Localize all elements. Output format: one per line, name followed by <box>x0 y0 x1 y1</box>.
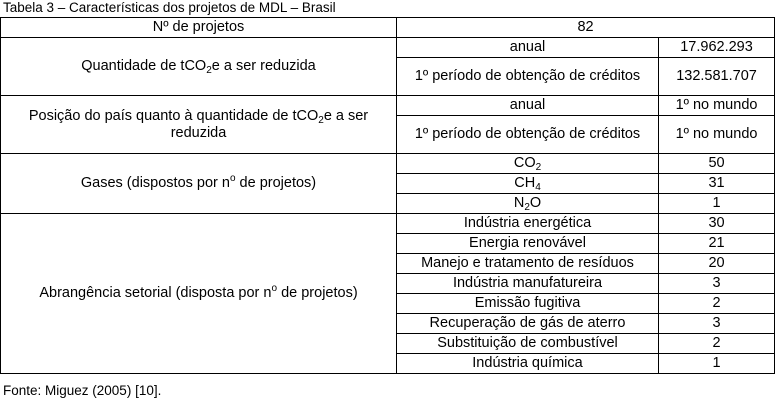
sector-value-2: 20 <box>659 254 775 274</box>
sector-value-3: 3 <box>659 274 775 294</box>
quantidade-label <box>1 38 397 96</box>
sector-value-5: 3 <box>659 314 775 334</box>
quantidade-period-1: 1º período de obtenção de créditos <box>397 58 659 96</box>
gas-value-0: 50 <box>659 154 775 174</box>
posicao-period-1: 1º período de obtenção de créditos <box>397 116 659 154</box>
posicao-label-sub: 2 <box>318 114 324 126</box>
quantidade-value-0: 17.962.293 <box>659 38 775 58</box>
gas-name-2-pre: N <box>513 195 525 211</box>
sector-name-2: Manejo e tratamento de resíduos <box>397 254 659 274</box>
sector-value-0: 30 <box>659 214 775 234</box>
gas-name-2-post: O <box>529 195 542 211</box>
posicao-value-1: 1º no mundo <box>659 116 775 154</box>
gases-label-pre: Gases (dispostos por n <box>80 175 230 191</box>
gas-name-0 <box>397 154 659 174</box>
header-value: 82 <box>397 18 775 38</box>
gas-name-2 <box>397 194 659 214</box>
sector-value-6: 2 <box>659 334 775 354</box>
sector-value-4: 2 <box>659 294 775 314</box>
table-row <box>1 214 775 234</box>
posicao-label <box>1 96 397 154</box>
table-row <box>1 38 775 58</box>
sector-name-3: Indústria manufatureira <box>397 274 659 294</box>
quantidade-label-post: e a ser reduzida <box>211 58 316 74</box>
quantidade-label-sub: 2 <box>206 65 212 76</box>
table-row-header <box>1 18 775 38</box>
table-source: Fonte: Miguez (2005) [10]. <box>3 383 162 398</box>
posicao-value-0: 1º no mundo <box>659 96 775 116</box>
gas-name-1 <box>397 174 659 194</box>
abrangencia-label-pre: Abrangência setorial (disposta por n <box>39 285 272 301</box>
abrangencia-label <box>1 214 397 374</box>
gas-name-2-sub: 2 <box>524 202 530 213</box>
posicao-period-0: anual <box>397 96 659 116</box>
posicao-label-pre: Posição do país quanto à quantidade de tCO <box>28 107 319 124</box>
quantidade-period-0: anual <box>397 38 659 58</box>
gas-name-1-sub: 4 <box>535 182 541 193</box>
gas-value-2: 1 <box>659 194 775 214</box>
sector-value-1: 21 <box>659 234 775 254</box>
quantidade-value-1: 132.581.707 <box>659 58 775 96</box>
gas-name-1-pre: CH <box>514 175 536 191</box>
gases-label-sup: o <box>229 173 236 184</box>
sector-name-1: Energia renovável <box>397 234 659 254</box>
quantidade-label-pre: Quantidade de tCO <box>81 58 207 74</box>
sector-name-5: Recuperação de gás de aterro <box>397 314 659 334</box>
posicao-label-post: e a ser reduzida <box>170 107 369 141</box>
table-row <box>1 154 775 174</box>
abrangencia-label-sup: o <box>271 283 278 294</box>
abrangencia-label-post: de projetos) <box>277 285 358 301</box>
header-label: Nº de projetos <box>1 18 397 38</box>
gas-name-0-sub: 2 <box>535 162 542 173</box>
sector-name-0: Indústria energética <box>397 214 659 234</box>
table-caption: Tabela 3 – Características dos projetos de MDL – Brasil <box>3 0 336 15</box>
gas-value-1: 31 <box>659 174 775 194</box>
gases-label <box>1 154 397 214</box>
gas-name-0-pre: CO <box>513 155 536 171</box>
sector-name-4: Emissão fugitiva <box>397 294 659 314</box>
sector-value-7: 1 <box>659 354 775 374</box>
mdl-characteristics-table <box>0 17 775 374</box>
table-row <box>1 96 775 116</box>
sector-name-7: Indústria química <box>397 354 659 374</box>
sector-name-6: Substituição de combustível <box>397 334 659 354</box>
gases-label-post: de projetos) <box>235 175 317 191</box>
